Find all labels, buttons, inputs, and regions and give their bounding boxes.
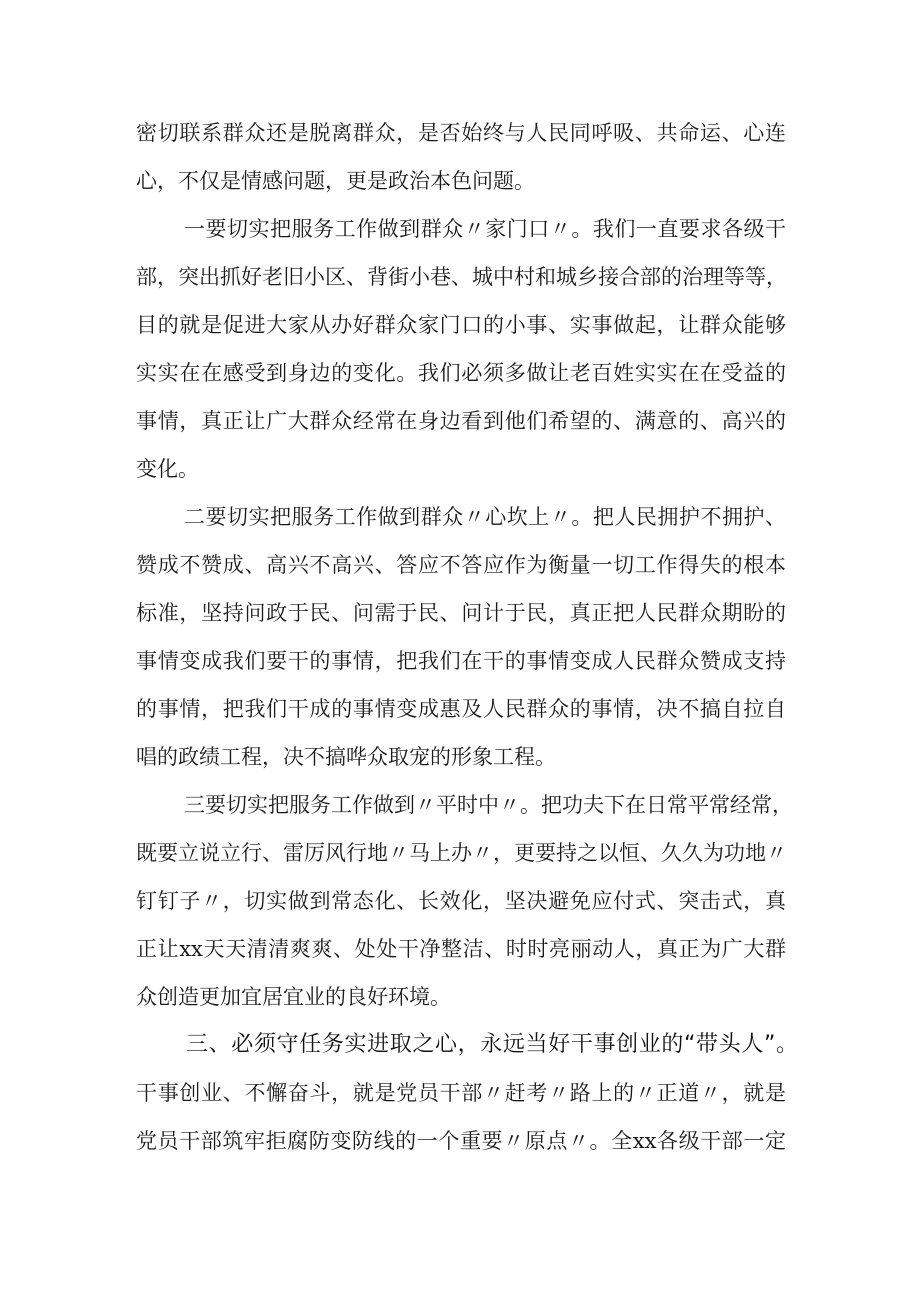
text-line [0,305,920,345]
text-line [0,593,920,633]
text-line [0,161,920,201]
line-text: 赞成不赞成、高兴不高兴、答应不答应作为衡量一切工作得失的根本 [136,553,786,577]
text-line [0,209,920,249]
line-text: 正让xx天天清清爽爽、处处干净整洁、时时亮丽动人，真正为广大群 [136,937,786,961]
line-text: 标准，坚持问政于民、问需于民、问计于民，真正把人民群众期盼的 [136,601,786,625]
text-line [0,257,920,297]
line-text: 唱的政绩工程，决不搞哗众取宠的形象工程。 [136,745,556,769]
line-text: 既要立说立行、雷厉风行地〃马上办〃，更要持之以恒、久久为功地〃 [136,841,787,865]
line-text: 部，突出抓好老旧小区、背街小巷、城中村和城乡接合部的治理等等， [136,265,787,289]
text-line [0,1121,920,1161]
text-line [0,833,920,873]
line-text: 实实在在感受到身边的变化。我们必须多做让老百姓实实在在受益的 [136,361,786,385]
line-text: 变化。 [136,457,199,481]
text-line [0,689,920,729]
line-text: 干事创业、不懈奋斗，就是党员干部〃赶考〃路上的〃正道〃，就是 [136,1081,786,1105]
line-text: 党员干部筑牢拒腐防变防线的一个重要〃原点〃。全xx各级干部一定 [136,1129,786,1153]
text-line [0,353,920,393]
text-line [0,641,920,681]
text-line [0,449,920,489]
text-line [0,929,920,969]
line-text: 心，不仅是情感问题，更是政治本色问题。 [136,169,535,193]
text-line [0,785,920,825]
line-text: 密切联系群众还是脱离群众，是否始终与人民同呼吸、共命运、心连 [136,121,786,145]
line-text: 事情变成我们要干的事情，把我们在干的事情变成人民群众赞成支持 [136,649,786,673]
line-text: 的事情，把我们干成的事情变成惠及人民群众的事情，决不搞自拉自 [136,697,786,721]
text-line [0,401,920,441]
line-text: 众创造更加宜居宜业的良好环境。 [136,985,451,1009]
line-text: 三要切实把服务工作做到〃平时中〃。把功夫下在日常平常经常， [184,793,793,817]
line-text: 二要切实把服务工作做到群众〃心坎上〃。把人民拥护不拥护、 [184,505,786,529]
line-text: 目的就是促进大家从办好群众家门口的小事、实事做起，让群众能够 [136,313,786,337]
line-text: 一要切实把服务工作做到群众〃家门口〃。我们一直要求各级干 [184,217,786,241]
text-line [0,737,920,777]
heading-text: 三、必须守任务实进取之心，永远当好干事创业的“带头人”。 [186,1032,798,1057]
line-text: 钉钉子〃，切实做到常态化、长效化，坚决避免应付式、突击式，真 [136,889,786,913]
text-line [0,977,920,1017]
text-line [0,113,920,153]
text-line [0,497,920,537]
section-heading [0,1025,920,1065]
text-line [0,1073,920,1113]
text-line [0,881,920,921]
text-line [0,545,920,585]
line-text: 事情，真正让广大群众经常在身边看到他们希望的、满意的、高兴的 [136,409,786,433]
